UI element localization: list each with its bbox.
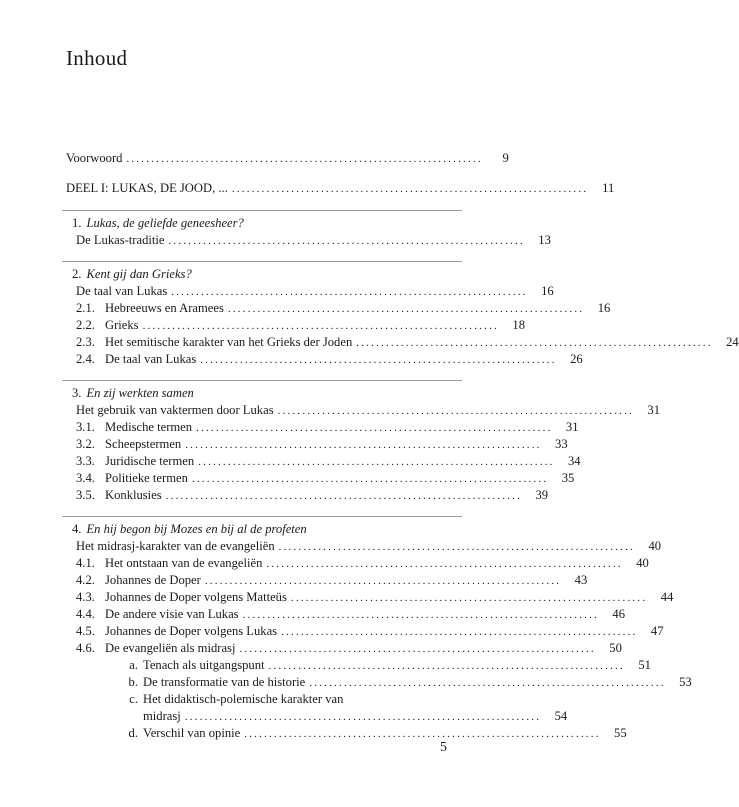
toc-entry-number: 2.2. <box>76 318 95 332</box>
toc-entry-label: Johannes de Doper volgens Matteüs <box>105 590 287 604</box>
toc-page-number: 44 <box>660 590 674 604</box>
toc-entry <box>66 487 549 504</box>
dot-leader: ........................................................................ <box>126 153 483 165</box>
toc-page-number: 16 <box>597 301 611 315</box>
toc-entry <box>66 419 579 436</box>
dot-leader: ........................................................................ <box>198 456 555 468</box>
toc-entry-label: Voorwoord <box>66 151 123 165</box>
table-of-contents <box>66 148 739 742</box>
section-divider <box>62 516 462 517</box>
chapter-number: 3. <box>72 386 82 400</box>
toc-entry-number: d. <box>128 726 138 740</box>
toc-page-number: 47 <box>650 624 664 638</box>
toc-page-number: 40 <box>636 556 649 570</box>
chapter-title: En hij begon bij Mozes en bij al de profeten <box>86 522 307 536</box>
toc-entry-number: 2.1. <box>76 301 95 315</box>
toc-entry <box>66 334 739 351</box>
chapter-heading <box>66 385 458 402</box>
toc-entry <box>66 572 588 589</box>
section-divider <box>62 261 462 262</box>
toc-entry <box>66 283 554 300</box>
toc-entry-number: 3.5. <box>76 488 95 502</box>
toc-entry-label: De evangeliën als midrasj <box>105 641 236 655</box>
toc-page-number: 34 <box>568 454 581 468</box>
chapter-number: 4. <box>72 522 82 536</box>
toc-entry-number: 3.4. <box>76 471 95 485</box>
toc-entry-number: 4.5. <box>76 624 95 638</box>
toc-entry-label: Politieke termen <box>105 471 188 485</box>
toc-entry <box>66 402 660 419</box>
toc-entry <box>66 555 649 572</box>
dot-leader: ........................................................................ <box>244 728 601 740</box>
toc-entry <box>66 657 651 674</box>
dot-leader: ........................................................................ <box>168 235 525 247</box>
chapter-number: 2. <box>72 267 82 281</box>
dot-leader: ........................................................................ <box>196 422 553 434</box>
dot-leader: ........................................................................ <box>290 592 648 604</box>
toc-page-number: 9 <box>502 151 509 165</box>
dot-leader: ........................................................................ <box>184 711 542 723</box>
chapter-heading <box>66 266 458 283</box>
toc-page-number: 31 <box>647 403 660 417</box>
toc-entry-number: 2.3. <box>76 335 95 349</box>
toc-entry-label: Scheepstermen <box>105 437 182 451</box>
toc-entry-label: De transformatie van de historie <box>143 675 306 689</box>
dot-leader: ........................................................................ <box>200 354 557 366</box>
toc-entry <box>66 232 551 249</box>
toc-page-number: 54 <box>554 709 568 723</box>
chapter-title: Lukas, de geliefde geneesheer? <box>86 216 244 230</box>
dot-leader: ........................................................................ <box>231 183 589 195</box>
toc-entry-foreword <box>66 148 509 168</box>
toc-entry-label: De Lukas-traditie <box>76 233 165 247</box>
dot-leader: ........................................................................ <box>266 558 623 570</box>
toc-entry <box>66 589 674 606</box>
toc-entry-number: 4.2. <box>76 573 95 587</box>
toc-page-number: 35 <box>561 471 575 485</box>
toc-entry-label: Het gebruik van vaktermen door Lukas <box>76 403 274 417</box>
toc-entry-label: De andere visie van Lukas <box>105 607 239 621</box>
dot-leader: ........................................................................ <box>281 626 638 638</box>
chapter-heading <box>66 215 458 232</box>
dot-leader: ........................................................................ <box>356 337 713 349</box>
dot-leader: ........................................................................ <box>277 405 634 417</box>
toc-entry-label: Konklusies <box>105 488 162 502</box>
toc-entry-number: 2.4. <box>76 352 95 366</box>
chapter-list <box>66 210 739 742</box>
dot-leader: ........................................................................ <box>239 643 596 655</box>
toc-entry <box>66 606 625 623</box>
toc-entry-number: a. <box>129 658 138 672</box>
toc-entry-number: 4.4. <box>76 607 95 621</box>
toc-page-number: 11 <box>602 181 615 195</box>
dot-leader: ........................................................................ <box>171 286 528 298</box>
toc-entry-label: Johannes de Doper <box>105 573 201 587</box>
dot-leader: ........................................................................ <box>268 660 625 672</box>
dot-leader: ........................................................................ <box>142 320 499 332</box>
toc-page-number: 33 <box>555 437 568 451</box>
dot-leader: ........................................................................ <box>309 677 666 689</box>
toc-entry-label: midrasj <box>143 709 181 723</box>
page-title: Inhoud <box>66 46 128 70</box>
toc-entry-label: Grieks <box>105 318 139 332</box>
dot-leader: ........................................................................ <box>278 541 636 553</box>
section-divider <box>62 380 462 381</box>
toc-entry <box>66 351 583 368</box>
toc-page-number: 18 <box>512 318 525 332</box>
toc-entry <box>66 640 622 657</box>
dot-leader: ........................................................................ <box>165 490 523 502</box>
toc-entry <box>66 300 611 317</box>
toc-entry-label: Het didaktisch-polemische karakter van <box>143 692 344 706</box>
toc-entry-label: Johannes de Doper volgens Lukas <box>105 624 278 638</box>
toc-entry-part-one <box>66 178 615 198</box>
toc-entry-label: Het semitische karakter van het Grieks der Joden <box>105 335 353 349</box>
toc-entry-number: 3.3. <box>76 454 95 468</box>
toc-page-number: 55 <box>614 726 627 740</box>
toc-page-number: 39 <box>535 488 549 502</box>
toc-entry-label: Verschil van opinie <box>143 726 241 740</box>
toc-page-number: 16 <box>541 284 554 298</box>
toc-page-number: 46 <box>612 607 625 621</box>
toc-page-number: 26 <box>570 352 583 366</box>
toc-entry-number: b. <box>128 675 138 689</box>
dot-leader: ........................................................................ <box>227 303 585 315</box>
toc-entry-number: c. <box>129 692 138 706</box>
toc-entry-label: DEEL I: LUKAS, DE JOOD, ... <box>66 181 228 195</box>
toc-entry-number: 4.3. <box>76 590 95 604</box>
toc-page-number: 50 <box>609 641 622 655</box>
toc-entry <box>66 623 664 640</box>
chapter-heading <box>66 521 458 538</box>
toc-entry <box>66 538 662 555</box>
toc-page-number: 24 <box>726 335 739 349</box>
dot-leader: ........................................................................ <box>204 575 562 587</box>
toc-page-number: 31 <box>565 420 579 434</box>
toc-entry <box>66 453 581 470</box>
chapter-title: En zij werkten samen <box>86 386 194 400</box>
toc-entry <box>66 317 525 334</box>
chapter-title: Kent gij dan Grieks? <box>86 267 192 281</box>
toc-page-number: 53 <box>679 675 692 689</box>
toc-page-number: 51 <box>638 658 651 672</box>
toc-entry-label: Medische termen <box>105 420 193 434</box>
toc-entry <box>66 436 568 453</box>
dot-leader: ........................................................................ <box>185 439 542 451</box>
toc-entry-label: Het midrasj-karakter van de evangeliën <box>76 539 275 553</box>
toc-entry-label: De taal van Lukas <box>76 284 168 298</box>
toc-entry-label: Hebreeuws en Aramees <box>105 301 224 315</box>
toc-entry-number: 3.1. <box>76 420 95 434</box>
toc-entry <box>66 470 575 487</box>
dot-leader: ........................................................................ <box>242 609 599 621</box>
toc-page-number: 43 <box>574 573 588 587</box>
dot-leader: ........................................................................ <box>191 473 549 485</box>
toc-entry-label: De taal van Lukas <box>105 352 197 366</box>
toc-entry <box>66 708 568 725</box>
toc-entry-number: 3.2. <box>76 437 95 451</box>
chapter-number: 1. <box>72 216 82 230</box>
toc-entry <box>66 691 458 708</box>
toc-entry-number: 4.6. <box>76 641 95 655</box>
toc-entry-label: Het ontstaan van de evangeliën <box>105 556 263 570</box>
toc-entry-label: Juridische termen <box>105 454 195 468</box>
toc-page-number: 13 <box>538 233 551 247</box>
toc-entry-label: Tenach als uitgangspunt <box>143 658 265 672</box>
toc-entry <box>66 725 627 742</box>
toc-entry-number: 4.1. <box>76 556 95 570</box>
section-divider <box>62 210 462 211</box>
toc-entry <box>66 674 692 691</box>
toc-page-number: 40 <box>648 539 662 553</box>
page-number: 5 <box>440 740 447 755</box>
